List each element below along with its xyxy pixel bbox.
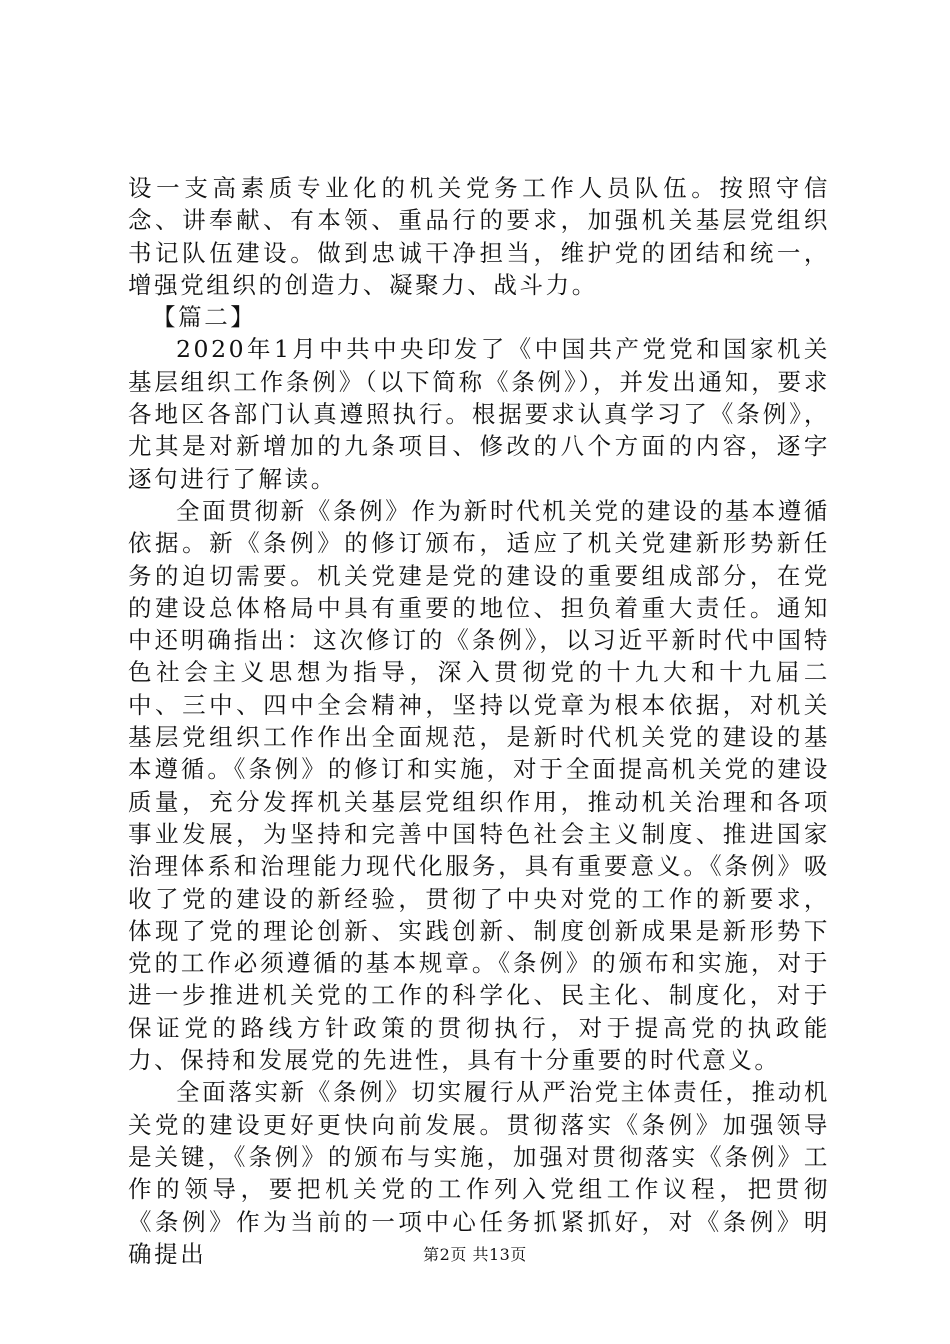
paragraph-implementation: 全面落实新《条例》切实履行从严治党主体责任，推动机关党的建设更好更快向前发展。贯彻落实《条例》加强领导是关键，《条例》的颁布与实施，加强对贯彻落实《条例》工作的领导，要把机关党的工作列入党组工作议程，把贯彻《条例》作为当前的一项中心任务抓紧抓好，对《条例》明确提出 bbox=[128, 1078, 830, 1268]
section-heading: 【篇二】 bbox=[152, 303, 257, 332]
paragraph-continuation: 设一支高素质专业化的机关党务工作人员队伍。按照守信念、讲奉献、有本领、重品行的要求，加强机关基层党组织书记队伍建设。做到忠诚干净担当，维护党的团结和统一，增强党组织的创造力、凝聚力、战斗力。 bbox=[128, 174, 830, 299]
page-number-footer: 第2页 共13页 bbox=[423, 1245, 527, 1264]
document-body bbox=[128, 172, 830, 1270]
paragraph-significance: 全面贯彻新《条例》作为新时代机关党的建设的基本遵循依据。新《条例》的修订颁布，适应了机关党建新形势新任务的迫切需要。机关党建是党的建设的重要组成部分，在党的建设总体格局中具有重要的地位、担负着重大责任。通知中还明确指出：这次修订的《条例》，以习近平新时代中国特色社会主义思想为指导，深入贯彻党的十九大和十九届二中、三中、四中全会精神，坚持以党章为根本依据，对机关基层党组织工作作出全面规范，是新时代机关党的建设的基本遵循。《条例》的修订和实施，对于全面提高机关党的建设质量，充分发挥机关基层党组织作用，推动机关治理和各项事业发展，为坚持和完善中国特色社会主义制度、推进国家治理体系和治理能力现代化服务，具有重要意义。《条例》吸收了党的建设的新经验，贯彻了中央对党的工作的新要求，体现了党的理论创新、实践创新、制度创新成果是新形势下党的工作必须遵循的基本规章。《条例》的颁布和实施，对于进一步推进机关党的工作的科学化、民主化、制度化，对于保证党的路线方针政策的贯彻执行，对于提高党的执政能力、保持和发展党的先进性，具有十分重要的时代意义。 bbox=[128, 496, 830, 1075]
paragraph-intro: 2020年1月中共中央印发了《中国共产党党和国家机关基层组织工作条例》（以下简称《条例》），并发出通知，要求各地区各部门认真遵照执行。根据要求认真学习了《条例》，尤其是对新增加的九条项目、修改的八个方面的内容，逐字逐句进行了解读。 bbox=[128, 335, 830, 493]
